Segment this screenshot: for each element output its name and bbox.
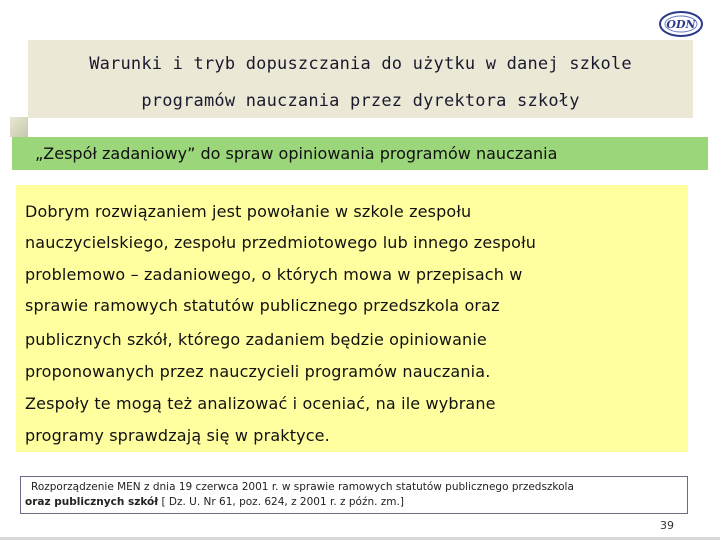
footnote-bold: oraz publicznych szkół	[25, 496, 159, 508]
content-line: nauczycielskiego, zespołu przedmiotowego lub innego zespołu	[25, 233, 537, 252]
content-line: proponowanych przez nauczycieli programów nauczania.	[25, 362, 491, 381]
subtitle-text: „Zespół zadaniowy” do spraw opiniowania programów nauczania	[35, 144, 558, 163]
content-line: Dobrym rozwiązaniem jest powołanie w szkole zespołu	[25, 202, 472, 221]
footnote-line-1: Rozporządzenie MEN z dnia 19 czerwca 2001 r. w sprawie ramowych statutów publicznego przedszkola	[31, 481, 574, 493]
content-line: sprawie ramowych statutów publicznego przedszkola oraz	[25, 296, 500, 315]
content-line: problemowo – zadaniowego, o których mowa w przepisach w	[25, 265, 523, 284]
content-line: programy sprawdzają się w praktyce.	[25, 426, 330, 445]
content-box	[16, 185, 688, 452]
footnote	[20, 476, 688, 514]
footnote-citation: [ Dz. U. Nr 61, poz. 624, z 2001 r. z późn. zm.]	[158, 496, 404, 508]
subtitle-bar	[12, 137, 708, 170]
title-line-2: programów nauczania przez dyrektora szkoły	[141, 91, 580, 111]
odn-logo-icon	[658, 10, 704, 38]
page-number: 39	[660, 519, 674, 532]
footnote-line-2	[25, 496, 404, 508]
title-line-1: Warunki i tryb dopuszczania do użytku w danej szkole	[89, 54, 632, 74]
decorative-square	[10, 117, 28, 137]
content-line: publicznych szkół, którego zadaniem będzie opiniowanie	[25, 330, 487, 349]
logo-text: ODN	[666, 18, 696, 31]
content-line: Zespoły te mogą też analizować i oceniać, na ile wybrane	[25, 394, 496, 413]
slide-title	[28, 40, 693, 118]
